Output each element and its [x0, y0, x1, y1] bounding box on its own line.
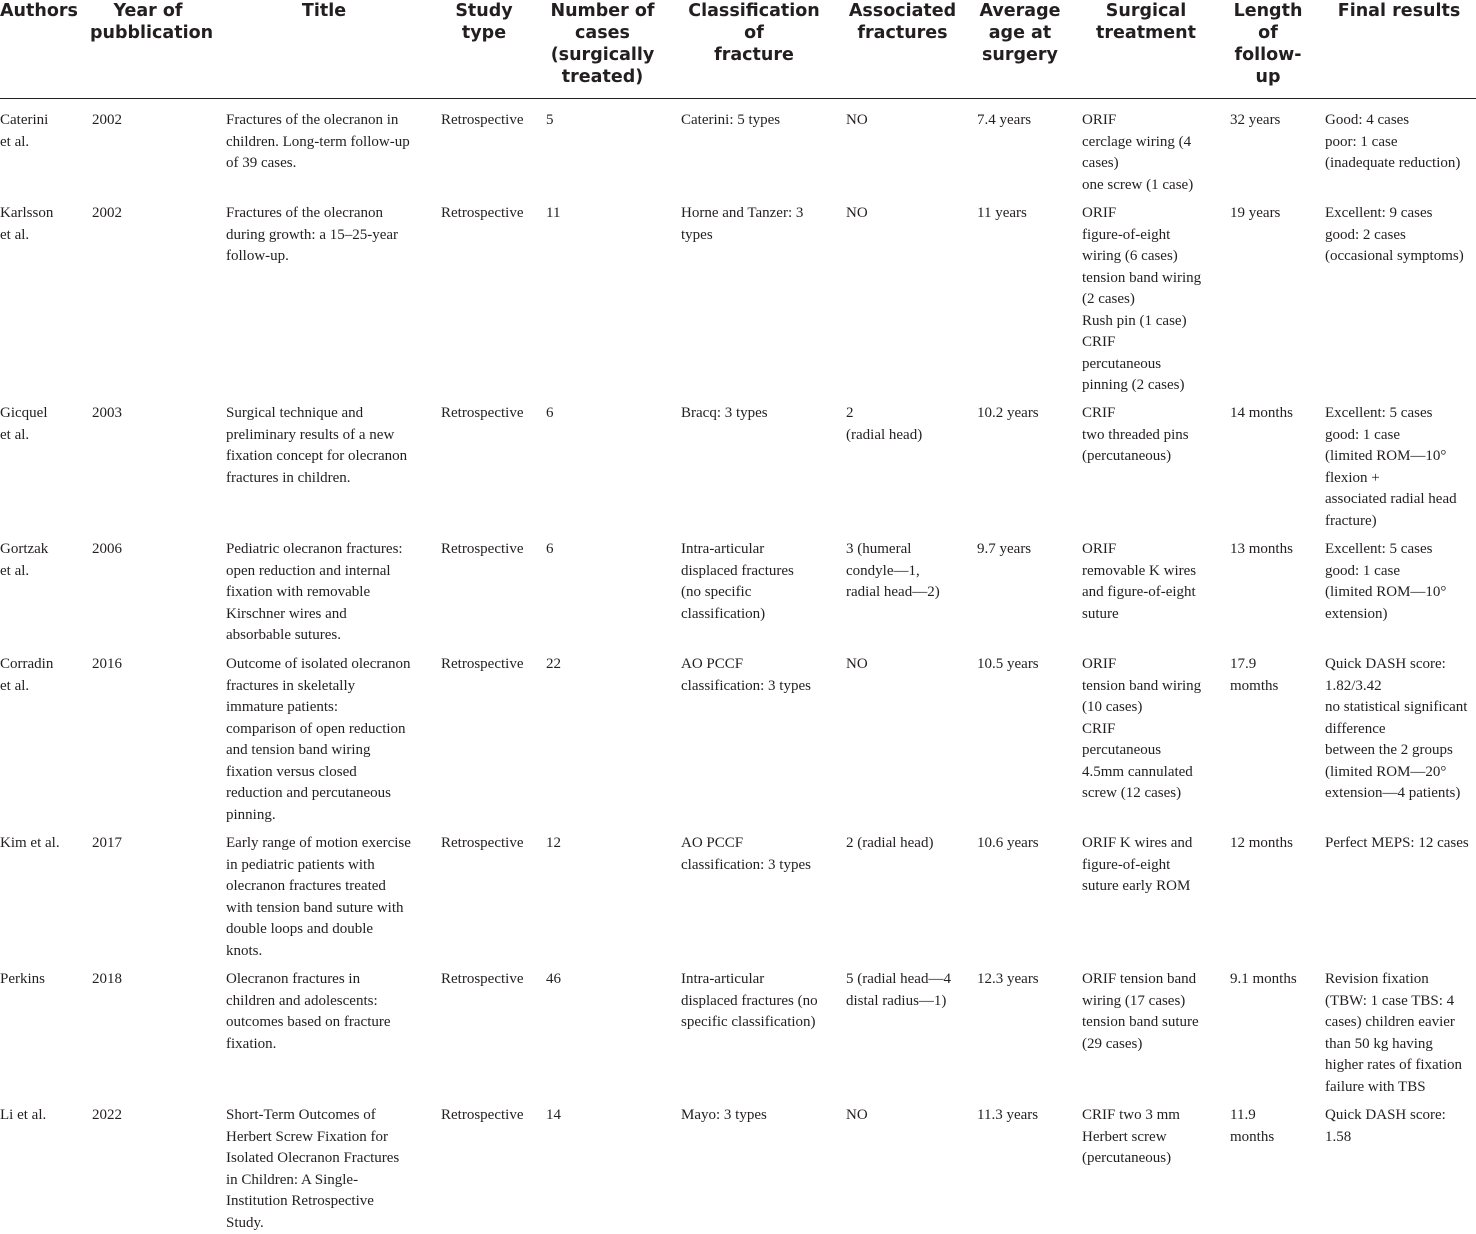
cell-study-type: Retrospective	[441, 971, 524, 987]
cell-year: 2006	[92, 541, 122, 557]
cell-followup: 13 months	[1230, 541, 1293, 557]
cell-study-type: Retrospective	[441, 656, 524, 672]
cell-title: Olecranon fractures in children and adolescents: outcomes based on fracture fixation.	[226, 971, 391, 1052]
cell-title: Outcome of isolated olecranon fractures in skeletally immature patients: comparison of open reduction and tension band wiring fixation versus closed reduction and percutaneous pinning.	[226, 656, 411, 823]
cell-associated: 5 (radial head—4 distal radius—1)	[846, 971, 951, 1009]
cell-associated: NO	[846, 656, 868, 672]
cell-age: 11 years	[977, 205, 1027, 221]
cell-followup: 12 months	[1230, 835, 1293, 851]
cell-treatment: ORIF figure-of-eight wiring (6 cases) tension band wiring (2 cases) Rush pin (1 case) CRIF percutaneous pinning (2 cases)	[1082, 205, 1202, 393]
cell-treatment: ORIF removable K wires and figure-of-eight suture	[1082, 541, 1197, 622]
cell-cases: 5	[546, 112, 554, 128]
cell-classification: Horne and Tanzer: 3 types	[681, 205, 804, 243]
column-header-study-type: Study type	[455, 1, 513, 43]
cell-title: Early range of motion exercise in pediatric patients with olecranon fractures treated with tension band suture with double loops and double knots.	[226, 835, 411, 959]
cell-classification: Mayo: 3 types	[681, 1107, 767, 1123]
cell-treatment: ORIF cerclage wiring (4 cases) one screw (1 case)	[1082, 112, 1194, 193]
cell-authors: Gortzak et al.	[0, 541, 49, 579]
cell-treatment: ORIF tension band wiring (10 cases) CRIF percutaneous 4.5mm cannulated screw (12 cases)	[1082, 656, 1202, 801]
cell-study-type: Retrospective	[441, 1107, 524, 1123]
cell-age: 9.7 years	[977, 541, 1032, 557]
cell-title: Short-Term Outcomes of Herbert Screw Fixation for Isolated Olecranon Fractures in Children: A Single- Institution Retrospective Study.	[226, 1107, 400, 1231]
column-header-year: Year of pubblication	[90, 1, 214, 43]
cell-authors: Karlsson et al.	[0, 205, 54, 243]
cell-associated: 2 (radial head)	[846, 405, 923, 443]
cell-classification: Intra-articular displaced fractures (no specific classification)	[681, 541, 794, 622]
column-header-title: Title	[301, 1, 347, 21]
cell-year: 2018	[92, 971, 122, 987]
cell-study-type: Retrospective	[441, 835, 524, 851]
cell-authors: Kim et al.	[0, 835, 60, 851]
cell-cases: 14	[546, 1107, 561, 1123]
cell-followup: 19 years	[1230, 205, 1281, 221]
cell-followup: 32 years	[1230, 112, 1281, 128]
cell-year: 2016	[92, 656, 122, 672]
cell-year: 2017	[92, 835, 122, 851]
cell-cases: 11	[546, 205, 561, 221]
cell-study-type: Retrospective	[441, 205, 524, 221]
cell-study-type: Retrospective	[441, 405, 524, 421]
cell-age: 12.3 years	[977, 971, 1039, 987]
column-header-authors: Authors	[0, 1, 78, 21]
cell-cases: 6	[546, 541, 554, 557]
cell-results: Excellent: 5 cases good: 1 case (limited ROM—10° flexion + associated radial head fracture)	[1325, 405, 1457, 529]
cell-followup: 11.9 months	[1230, 1107, 1275, 1145]
cell-cases: 46	[546, 971, 561, 987]
cell-treatment: ORIF K wires and figure-of-eight suture early ROM	[1082, 835, 1193, 894]
cell-classification: AO PCCF classification: 3 types	[681, 656, 811, 694]
cell-title: Surgical technique and preliminary results of a new fixation concept for olecranon fractures in children.	[226, 405, 408, 486]
header-rule	[0, 98, 1476, 99]
cell-classification: Intra-articular displaced fractures (no specific classification)	[681, 971, 818, 1030]
cell-followup: 17.9 momths	[1230, 656, 1279, 694]
cell-year: 2003	[92, 405, 122, 421]
cell-authors: Gicquel et al.	[0, 405, 48, 443]
column-header-results: Final results	[1337, 1, 1461, 21]
cell-results: Quick DASH score: 1.58	[1325, 1107, 1446, 1145]
cell-treatment: CRIF two threaded pins (percutaneous)	[1082, 405, 1189, 464]
cell-study-type: Retrospective	[441, 541, 524, 557]
cell-title: Fractures of the olecranon in children. Long-term follow-up of 39 cases.	[226, 112, 410, 171]
cell-results: Revision fixation (TBW: 1 case TBS: 4 cases) children eavier than 50 kg having higher rates of fixation failure with TBS	[1325, 971, 1463, 1095]
cell-treatment: ORIF tension band wiring (17 cases) tension band suture (29 cases)	[1082, 971, 1199, 1052]
cell-year: 2002	[92, 112, 122, 128]
column-header-cases: Number of cases (surgically treated)	[550, 1, 655, 87]
cell-associated: NO	[846, 112, 868, 128]
cell-results: Excellent: 9 cases good: 2 cases (occasional symptoms)	[1325, 205, 1464, 264]
cell-classification: AO PCCF classification: 3 types	[681, 835, 811, 873]
cell-age: 10.2 years	[977, 405, 1039, 421]
cell-associated: 2 (radial head)	[846, 835, 934, 851]
cell-age: 11.3 years	[977, 1107, 1039, 1123]
cell-classification: Bracq: 3 types	[681, 405, 768, 421]
column-header-followup: Length of follow- up	[1233, 1, 1303, 87]
cell-cases: 22	[546, 656, 561, 672]
cell-year: 2022	[92, 1107, 122, 1123]
column-header-associated: Associated fractures	[848, 1, 957, 43]
cell-cases: 6	[546, 405, 554, 421]
cell-followup: 9.1 months	[1230, 971, 1297, 987]
column-header-treatment: Surgical treatment	[1096, 1, 1196, 43]
cell-cases: 12	[546, 835, 561, 851]
cell-associated: NO	[846, 205, 868, 221]
cell-study-type: Retrospective	[441, 112, 524, 128]
cell-authors: Li et al.	[0, 1107, 47, 1123]
cell-followup: 14 months	[1230, 405, 1293, 421]
cell-associated: NO	[846, 1107, 868, 1123]
cell-title: Fractures of the olecranon during growth: a 15–25-year follow-up.	[226, 205, 399, 264]
column-header-age: Average age at surgery	[979, 1, 1061, 65]
cell-results: Perfect MEPS: 12 cases	[1325, 835, 1469, 851]
cell-treatment: CRIF two 3 mm Herbert screw (percutaneous)	[1082, 1107, 1180, 1166]
column-header-classification: Classification of fracture	[688, 1, 820, 65]
cell-authors: Caterini et al.	[0, 112, 49, 150]
cell-age: 10.5 years	[977, 656, 1039, 672]
cell-results: Good: 4 cases poor: 1 case (inadequate reduction)	[1325, 112, 1461, 171]
cell-classification: Caterini: 5 types	[681, 112, 781, 128]
cell-year: 2002	[92, 205, 122, 221]
cell-authors: Perkins	[0, 971, 45, 987]
cell-associated: 3 (humeral condyle—1, radial head—2)	[846, 541, 940, 600]
cell-authors: Corradin et al.	[0, 656, 54, 694]
cell-title: Pediatric olecranon fractures: open reduction and internal fixation with removable Kirschner wires and absorbable sutures.	[226, 541, 403, 643]
cell-results: Excellent: 5 cases good: 1 case (limited ROM—10° extension)	[1325, 541, 1447, 622]
cell-results: Quick DASH score: 1.82/3.42 no statistical significant difference between the 2 groups (limited ROM—20° extension—4 patients)	[1325, 656, 1468, 801]
cell-age: 7.4 years	[977, 112, 1032, 128]
cell-age: 10.6 years	[977, 835, 1039, 851]
